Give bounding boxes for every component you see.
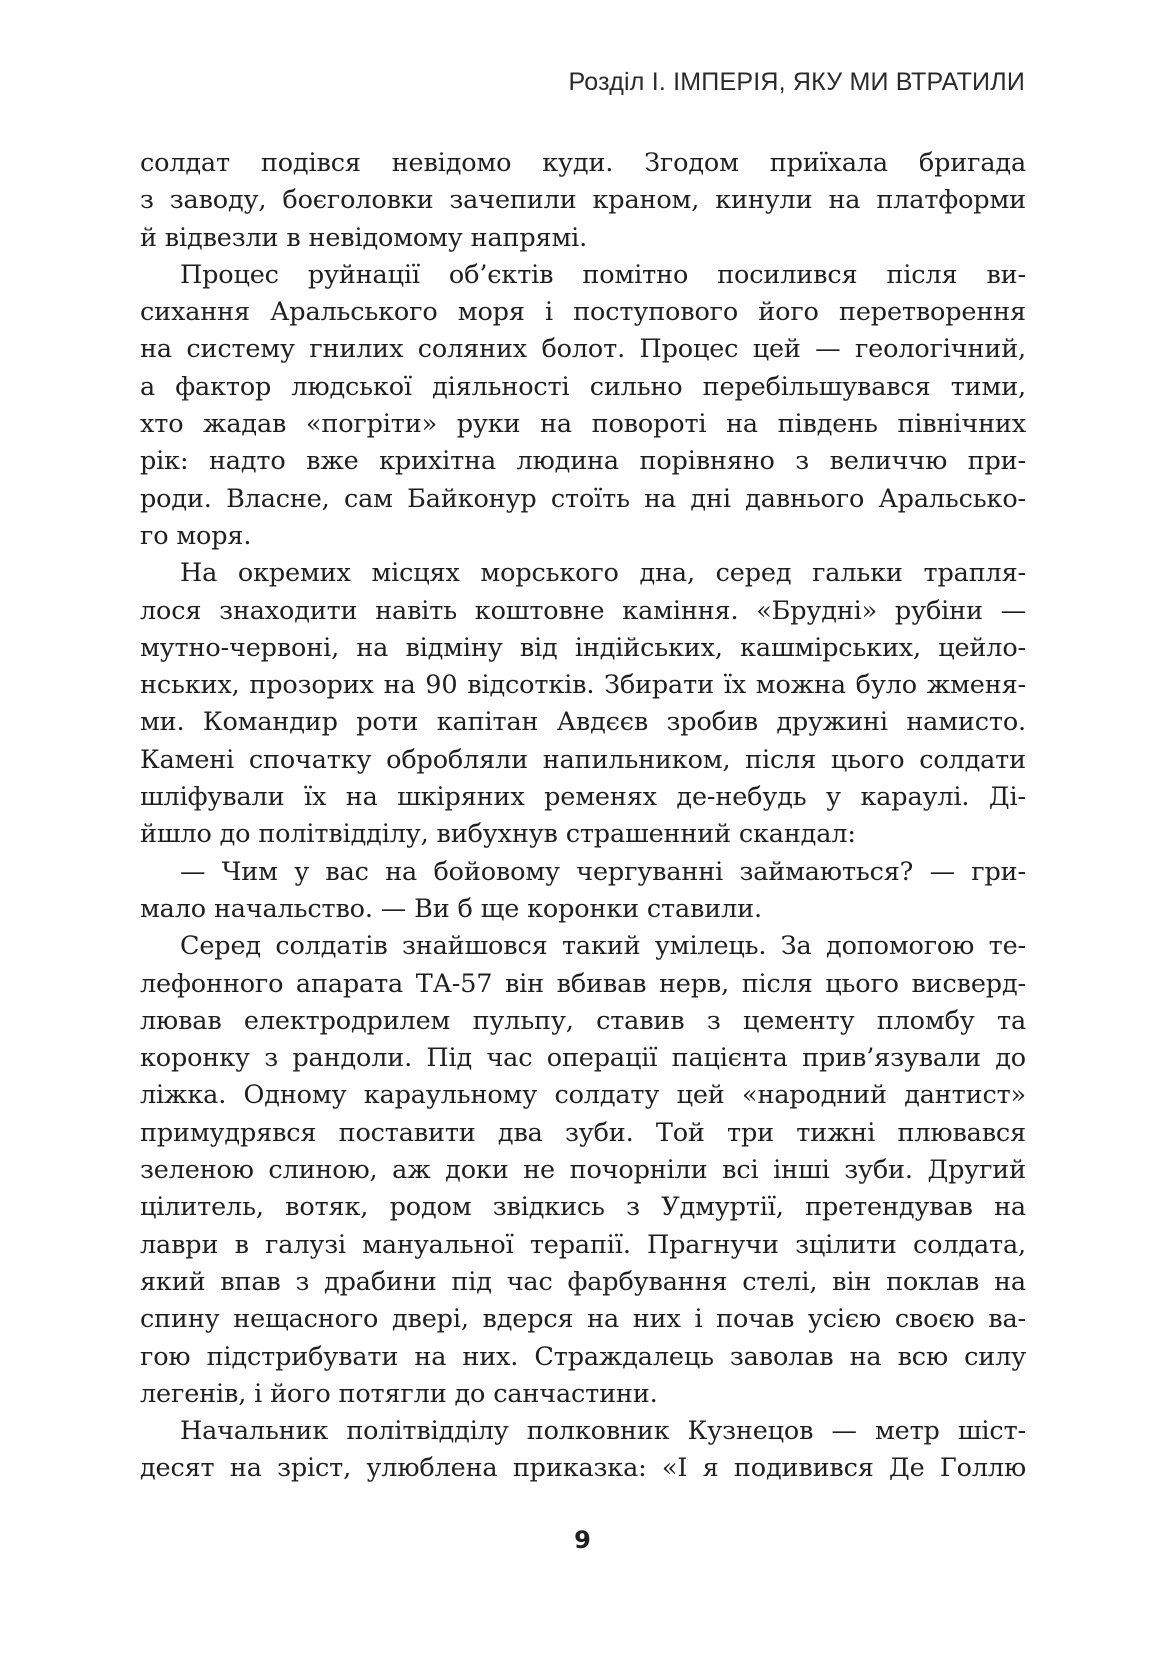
text-line: Серед солдатів знайшовся такий умілець. За допомогою те- [180, 931, 1026, 962]
text-line: десят на зріст, улюблена приказка: «І я подивився Де Голлю [140, 1453, 1026, 1484]
text-line: й відвезли в невідомому напрямі. [140, 222, 588, 253]
text-line: зеленою слиною, аж доки не почорніли всі інші зуби. Другий [140, 1155, 1026, 1186]
text-line: Процес руйнації об’єктів помітно посилився після ви- [180, 259, 1026, 290]
text-line: сихання Аральського моря і поступового його перетворення [140, 297, 1026, 328]
page-number: 9 [574, 1526, 591, 1554]
text-line: лося знаходити навіть коштовне каміння. «Брудні» рубіни — [140, 595, 1026, 626]
text-line: хто жадав «погріти» руки на повороті на південь північних [140, 409, 1026, 440]
text-line: нських, прозорих на 90 відсотків. Збирати їх можна було жменя- [140, 670, 1026, 701]
text-line: примудрявся поставити два зуби. Той три тижні плювався [140, 1117, 1026, 1148]
text-line: який впав з драбини під час фарбування стелі, він поклав на [140, 1266, 1026, 1297]
text-line: лефонного апарата ТА-57 він вбивав нерв, після цього висверд- [140, 968, 1026, 999]
text-line: лаври в галузі мануальної терапії. Прагнучи зцілити солдата, [140, 1229, 1026, 1260]
text-line: лював електродрилем пульпу, ставив з цементу пломбу та [140, 1005, 1026, 1036]
text-line: з заводу, боєголовки зачепили краном, кинули на платформи [140, 185, 1026, 216]
text-line: рік: надто вже крихітна людина порівняно з величчю при- [140, 446, 1026, 477]
text-line: коронку з рандоли. Під час операції пацієнта прив’язували до [140, 1043, 1026, 1074]
running-header: Розділ І. ІМПЕРІЯ, ЯКУ МИ ВТРАТИЛИ [568, 68, 1025, 96]
text-line: цілитель, вотяк, родом звідкись з Удмуртії, претендував на [140, 1192, 1026, 1223]
text-line: а фактор людської діяльності сильно перебільшувався тими, [140, 371, 1026, 402]
text-line: йшло до політвідділу, вибухнув страшенний скандал: [140, 819, 856, 850]
text-line: ми. Командир роти капітан Авдєєв зробив дружині намисто. [140, 707, 1026, 738]
text-line: роди. Власне, сам Байконур стоїть на дні давнього Аральсько- [140, 483, 1026, 514]
text-line: мало начальство. — Ви б ще коронки ставили. [140, 893, 762, 924]
text-line: гою підстрибувати на них. Страждалець заволав на всю силу [140, 1341, 1026, 1372]
body-text [140, 145, 1026, 1488]
text-line: шліфували їх на шкіряних ременях де-небудь у караулі. Ді- [140, 782, 1026, 813]
text-line: спину нещасного двері, вдерся на них і почав усією своєю ва- [140, 1304, 1026, 1335]
text-line: солдат подівся невідомо куди. Згодом приїхала бригада [140, 148, 1026, 178]
text-line: на систему гнилих соляних болот. Процес цей — геологічний, [140, 334, 1026, 365]
text-line: Камені спочатку обробляли напильником, після цього солдати [140, 744, 1026, 775]
text-line: мутно-червоні, на відміну від індійських, кашмірських, цейло- [140, 632, 1026, 663]
text-line: легенів, і його потягли до санчастини. [140, 1378, 658, 1409]
text-line: — Чим у вас на бойовому чергуванні займаються? — гри- [180, 856, 1026, 887]
text-line: ліжка. Одному караульному солдату цей «народний дантист» [140, 1080, 1026, 1111]
text-line: На окремих місцях морського дна, серед гальки трапля- [180, 558, 1026, 589]
text-line: го моря. [140, 520, 252, 551]
text-line: Начальник політвідділу полковник Кузнецов — метр шіст- [180, 1416, 1026, 1447]
